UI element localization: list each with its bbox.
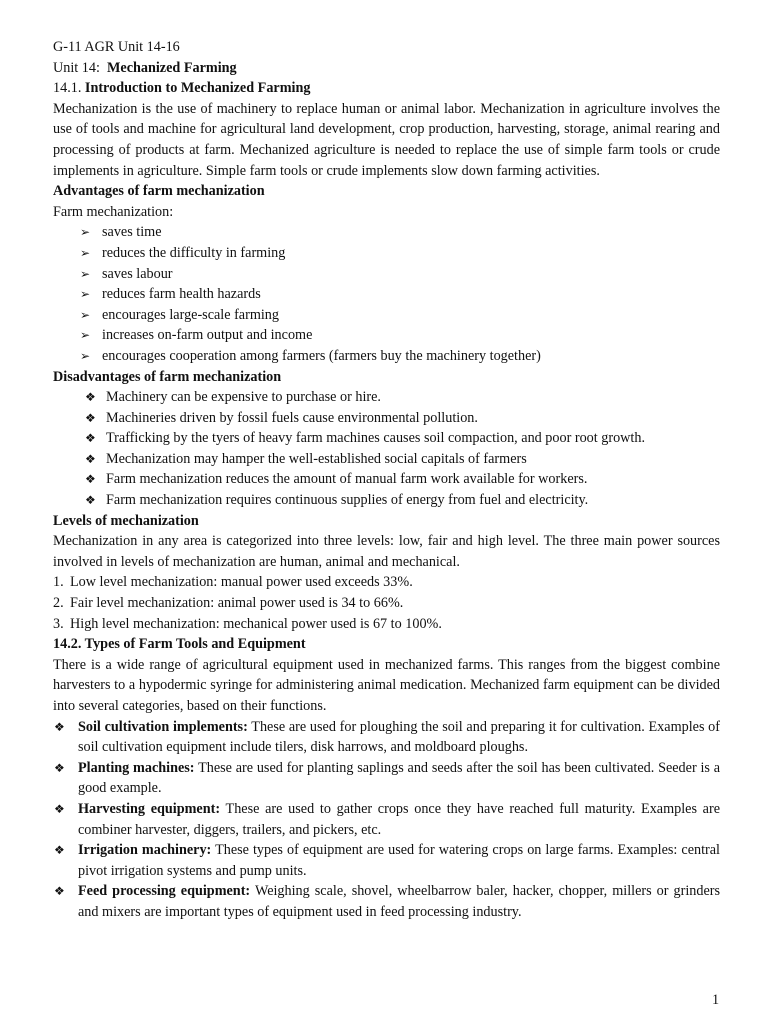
list-item [53, 325, 720, 346]
section-title: Types of Farm Tools and Equipment [84, 636, 306, 653]
diamond-bullet-icon: ❖ [85, 410, 96, 425]
equipment-categories [53, 717, 720, 923]
advantages-heading: Advantages of farm mechanization [53, 183, 265, 200]
category-text: These are used to gather crops once they have reached full maturity. Examples are combiner harvester, diggers, trailers, and pickers, etc. [78, 800, 721, 838]
types-paragraph: There is a wide range of agricultural equipment used in mechanized farms. This ranges from the biggest combine harvesters to a hypodermic syringe for administering animal medication. Mechanized farm equipment can be divided into several categories, based on their functions. [53, 656, 720, 714]
category-text: These are used for ploughing the soil and preparing it for cultivation. Examples of soil cultivation equipment include tilers, disk harrows, and moldboard ploughs. [78, 718, 720, 756]
diamond-bullet-icon: ❖ [85, 390, 96, 405]
levels-paragraph: Mechanization in any area is categorized into three levels: low, fair and high level. The three main power sources involved in levels of mechanization are human, animal and mechanical. [53, 533, 720, 570]
list-item-text: encourages large-scale farming [102, 306, 279, 323]
list-item [53, 305, 720, 326]
list-item [53, 428, 720, 449]
diamond-bullet-icon: ❖ [54, 884, 65, 899]
list-item-text: Fair level mechanization: animal power used is 34 to 66%. [70, 595, 404, 612]
category-item [53, 799, 720, 840]
list-item [53, 572, 720, 593]
list-item [53, 614, 720, 635]
category-text: These types of equipment are used for watering crops on large farms. Examples: central pivot irrigation systems and pump units. [78, 842, 720, 879]
disadvantages-heading: Disadvantages of farm mechanization [53, 368, 282, 385]
arrow-bullet-icon: ➢ [80, 307, 91, 322]
list-item-text: encourages cooperation among farmers (farmers buy the machinery together) [102, 347, 541, 364]
diamond-bullet-icon: ❖ [54, 843, 65, 858]
levels-heading: Levels of mechanization [53, 512, 199, 529]
arrow-bullet-icon: ➢ [80, 287, 91, 302]
category-item [53, 758, 720, 799]
diamond-bullet-icon: ❖ [54, 801, 65, 816]
list-item [53, 284, 720, 305]
category-text: These are used for planting saplings and seeds after the soil has been cultivated. Seeder is a good example. [78, 759, 721, 797]
list-item-text: Machinery can be expensive to purchase or hire. [106, 389, 381, 406]
list-item [53, 408, 720, 429]
list-item-text: saves labour [102, 265, 173, 282]
list-item-text: reduces farm health hazards [102, 286, 261, 303]
levels-list [53, 572, 720, 634]
list-item [53, 222, 720, 243]
category-term: Planting machines: [78, 759, 195, 776]
intro-paragraph: Mechanization is the use of machinery to replace human or animal labor. Mechanization in agriculture involves the use of tools and machine for agricultural land development, crop production, harvesting, storage, animal rearing and processing of products at farm. Mechanized agriculture is needed to replace the use of simple farm tools or crude implements in agriculture. Simple farm tools or crude implements slow down farming activities. [53, 100, 720, 179]
category-term: Soil cultivation implements: [78, 718, 248, 735]
list-item-text: reduces the difficulty in farming [102, 244, 286, 261]
category-term: Feed processing equipment: [78, 883, 251, 900]
page-number: 1 [712, 992, 720, 1008]
arrow-bullet-icon: ➢ [80, 328, 91, 343]
section-heading-14-1 [53, 78, 720, 99]
arrow-bullet-icon: ➢ [80, 245, 91, 260]
list-item-text: Low level mechanization: manual power used exceeds 33%. [70, 574, 413, 591]
section-number: 14.1. [53, 80, 82, 97]
list-item [53, 490, 720, 511]
list-item-text: Mechanization may hamper the well-established social capitals of farmers [106, 450, 527, 467]
category-item [53, 881, 720, 922]
category-term: Harvesting equipment: [78, 800, 221, 817]
diamond-bullet-icon: ❖ [85, 493, 96, 508]
category-text: Weighing scale, shovel, wheelbarrow baler, hacker, chopper, millers or grinders and mixers are important types of equipment used in feed processing industry. [78, 883, 721, 920]
page-content [53, 37, 720, 923]
item-number: 1. [53, 574, 64, 591]
diamond-bullet-icon: ❖ [54, 760, 65, 775]
item-number: 2. [53, 595, 64, 612]
list-item-text: Farm mechanization requires continuous supplies of energy from fuel and electricity. [106, 492, 589, 509]
unit-title: Mechanized Farming [107, 59, 237, 76]
list-item-text: Machineries driven by fossil fuels cause environmental pollution. [106, 409, 478, 426]
unit-heading [53, 58, 720, 79]
advantages-list [53, 222, 720, 366]
category-item [53, 840, 720, 881]
diamond-bullet-icon: ❖ [85, 472, 96, 487]
list-item-text: Farm mechanization reduces the amount of manual farm work available for workers. [106, 471, 588, 488]
category-item [53, 717, 720, 758]
list-item [53, 449, 720, 470]
list-item-text: increases on-farm output and income [102, 327, 313, 344]
item-number: 3. [53, 615, 64, 632]
diamond-bullet-icon: ❖ [85, 431, 96, 446]
list-item-text: saves time [102, 224, 162, 241]
list-item [53, 387, 720, 408]
disadvantages-list [53, 387, 720, 511]
list-item-text: High level mechanization: mechanical power used is 67 to 100%. [70, 615, 442, 632]
list-item [53, 469, 720, 490]
arrow-bullet-icon: ➢ [80, 225, 91, 240]
unit-prefix: Unit 14: [53, 59, 100, 76]
section-title: Introduction to Mechanized Farming [84, 80, 311, 97]
advantages-intro: Farm mechanization: [53, 203, 174, 220]
list-item [53, 593, 720, 614]
section-heading-14-2 [53, 634, 720, 655]
category-term: Irrigation machinery: [78, 842, 212, 859]
arrow-bullet-icon: ➢ [80, 348, 91, 363]
section-number: 14.2. [53, 636, 82, 653]
diamond-bullet-icon: ❖ [54, 719, 65, 734]
list-item [53, 346, 720, 367]
list-item-text: Trafficking by the tyers of heavy farm machines causes soil compaction, and poor root growth. [106, 430, 645, 447]
list-item [53, 243, 720, 264]
course-header: G-11 AGR Unit 14-16 [53, 39, 180, 55]
list-item [53, 264, 720, 285]
diamond-bullet-icon: ❖ [85, 451, 96, 466]
arrow-bullet-icon: ➢ [80, 266, 91, 281]
